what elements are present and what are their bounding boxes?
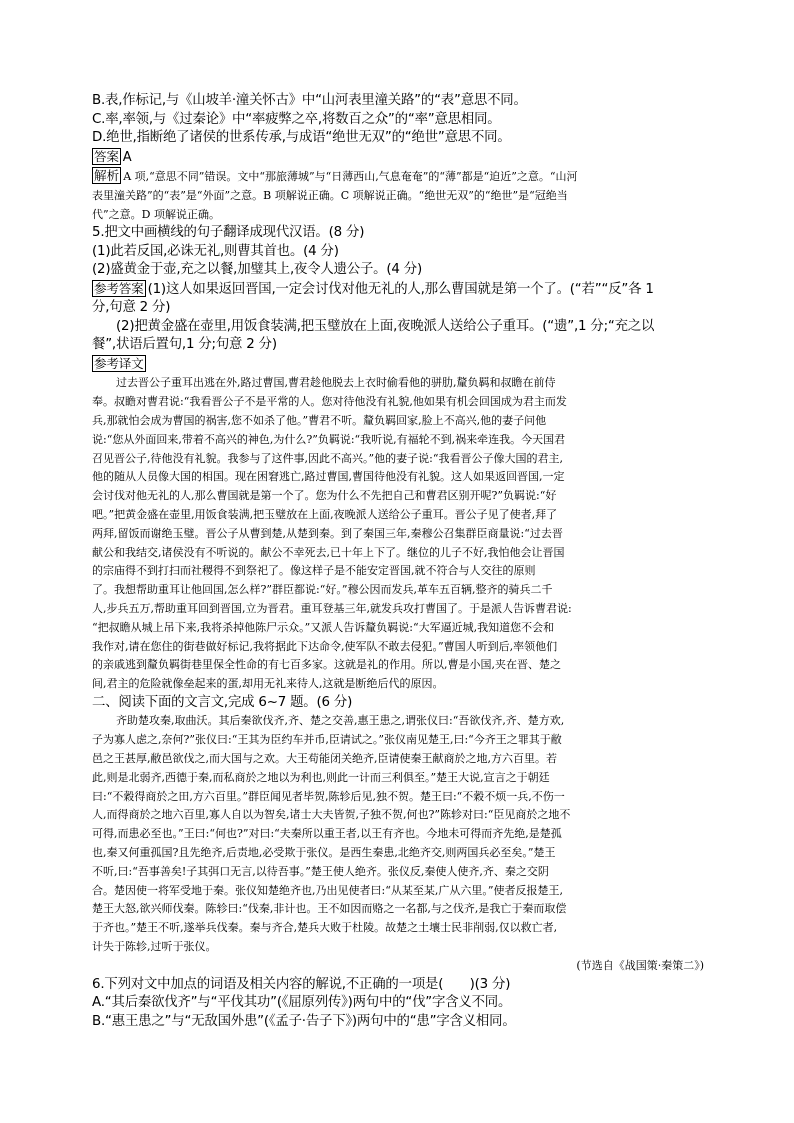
explain-line: 代”之意。D 项解说正确。 (92, 207, 220, 221)
passage-line: 楚王大怒,欲兴师伐秦。陈轸曰:“伐秦,非计也。王不如因而赂之一名都,与之伐齐,是我亡于秦而取偿 (92, 902, 567, 916)
passage-line: 也,秦又何重孤国?且先绝齐,后责地,必受欺于张仪。是西生秦患,北绝齐交,则两国兵必至矣。”楚王 (92, 846, 556, 860)
translation-line: 奉。叔瞻对曹君说:“我看晋公子不是平常的人。您对待他没有礼貌,他如果有机会回国成为君主而发 (92, 395, 567, 409)
passage-line: 人,而得商於之地六百里,寡人自以为智矣,诸士大夫皆贺,子独不贺,何也?”陈轸对曰:“臣见商於之地不 (92, 808, 571, 822)
ref-answer-1a: (1)这人如果返回晋国,一定会讨伐对他无礼的人,那么曹国就是第一个了。(“若”“反”各 1 (147, 281, 654, 297)
translation-line: 两拜,留饭而谢绝玉璧。晋公子从曹到楚,从楚到秦。到了秦国三年,秦穆公召集群臣商量说:“过去晋 (92, 526, 563, 540)
ref-translation-tag: 参考译文 (94, 355, 144, 371)
translation-line: 间,君主的危险就像垒起来的蛋,却用无礼来待人,这就是断绝后代的原因。 (92, 677, 444, 691)
translation-line: 的亲戚逃到釐负羁街巷里保全性命的有七百多家。这就是礼的作用。所以,曹是小国,夹在晋、楚之 (92, 658, 561, 672)
document-page (92, 92, 704, 1031)
passage-line: 曰:“不穀得商於之田,方六百里。”群臣闻见者毕贺,陈轸后见,独不贺。楚王曰:“不穀不烦一兵,不伤一 (92, 789, 565, 803)
explain-tag: 解析 (94, 168, 120, 183)
translation-line: 说:“您从外面回来,带着不高兴的神色,为什么?”负羁说:“我听说,有福轮不到,祸来牵连我。今天国君 (92, 432, 566, 446)
translation-line: 过去晋公子重耳出逃在外,路过曹国,曹君趁他脱去上衣时偷看他的骈肋,釐负羁和叔瞻在前侍 (116, 376, 556, 390)
passage-line: 子为寡人虑之,奈何?”张仪曰:“王其为臣约车并币,臣请试之。”张仪南见楚王,曰:“今齐王之罪其于敝 (92, 733, 562, 747)
question-6-option-b: B.“惠王患之”与“无敌国外患”(《孟子·告子下》)两句中的“患”字含义相同。 (92, 1013, 516, 1029)
ref-answer-1b: 分,句意 2 分) (92, 300, 171, 316)
ref-answer-2b: 餐”,状语后置句,1 分;句意 2 分) (92, 337, 277, 353)
passage-line: 于齐也。”楚王不听,遂举兵伐秦。秦与齐合,楚兵大败于杜陵。故楚之土壤士民非削弱,仅以救亡者, (92, 921, 558, 935)
passage-line: 邑之王甚厚,敝邑欲伐之,而大国与之欢。大王苟能闭关绝齐,臣请使秦王献商於之地,方六百里。若 (92, 752, 557, 766)
passage-line: 合。楚因使一将军受地于秦。张仪知楚绝齐也,乃出见使者曰:“从某至某,广从六里。”使者反报楚王, (92, 883, 563, 897)
translation-line: 他的随从人员像大国的相国。现在困窘逃亡,路过曹国,曹国待他没有礼貌。这人如果返回晋国,一定 (92, 470, 565, 484)
explain-line: A 项,“意思不同”错误。文中“那旅薄城”与“日薄西山,气息奄奄”的“薄”都是“迫近”之意。“山河 (123, 170, 578, 183)
explain-line: 表里潼关路”的“表”是“外面”之意。B 项解说正确。C 项解说正确。“绝世无双”的“绝世”是“冠绝当 (92, 188, 568, 202)
passage-line: 计失于陈轸,过听于张仪。 (92, 940, 217, 953)
passage-paragraph (92, 712, 704, 956)
ref-translation-heading (92, 355, 704, 375)
explanation (92, 167, 704, 224)
passage-source: (节选自《战国策·秦策二》) (576, 958, 704, 972)
answer-tag: 答案 (94, 148, 119, 164)
translation-line: 了。我想帮助重耳让他回国,怎么样?”群臣都说:“好。”穆公因而发兵,革车五百辆,整齐的骑兵二千 (92, 583, 553, 597)
translation-line: 会讨伐对他无礼的人,那么曹国就是第一个了。您为什么不先把自己和曹君区别开呢?”负羁说:“好 (92, 489, 557, 503)
option-c: C.率,率领,与《过秦论》中“率疲弊之卒,将数百之众”的“率”意思相同。 (92, 111, 501, 127)
question-6-option-a: A.“其后秦欲伐齐”与“平伐其功”(《屈原列传》)两句中的“伐”字含义不同。 (92, 995, 512, 1011)
question-5-item-2: (2)盛黄金于壶,充之以餐,加璧其上,夜令人遗公子。(4 分) (92, 262, 422, 278)
passage-line: 可得,而患必至也。”王曰:“何也?”对曰:“夫秦所以重王者,以王有齐也。今地未可得而齐先绝,是楚孤 (92, 827, 562, 841)
translation-line: 献公和我结交,诸侯没有不听说的。献公不幸死去,已十年上下了。继位的儿子不好,我怕他会让晋国 (92, 545, 565, 559)
translation-line: 我作对,请在您住的街巷做好标记,我将据此下达命令,使军队不敢去侵犯。”曹国人听到后,率领他们 (92, 639, 558, 653)
answer-value: A (122, 149, 132, 165)
question-6: 6.下列对文中加点的词语及相关内容的解说,不正确的一项是( )(3 分) (92, 976, 511, 992)
option-d: D.绝世,指断绝了诸侯的世系传承,与成语“绝世无双”的“绝世”意思不同。 (92, 130, 511, 145)
passage-line: 齐助楚攻秦,取曲沃。其后秦欲伐齐,齐、楚之交善,惠王患之,谓张仪曰:“吾欲伐齐,齐、楚方欢, (116, 714, 565, 728)
translation-line: 召见晋公子,待他没有礼貌。我参与了这件事,因此不高兴。”他的妻子说:“我看晋公子像大国的君主, (92, 451, 563, 465)
passage-line: 此,则是北弱齐,西德于秦,而私商於之地以为利也,则此一计而三利俱至。”楚王大说,宣言之于朝廷 (92, 770, 550, 784)
question-5-item-1: (1)此若反国,必诛无礼,则曹其首也。(4 分) (92, 243, 339, 259)
translation-line: “把叔瞻从城上吊下来,我将杀掉他陈尸示众。”又派人告诉釐负羁说:“大军逼近城,我知道您不会和 (92, 620, 555, 634)
translation-paragraph (92, 374, 704, 694)
translation-line: 人,步兵五万,帮助重耳回到晋国,立为晋君。重耳登基三年,就发兵攻打曹国了。于是派人告诉曹君说: (92, 601, 572, 615)
translation-line: 的宗庙得不到打扫而社稷得不到祭祀了。像这样子是不能安定晋国,就不符合与人交往的原则 (92, 564, 536, 578)
section-two-heading: 二、阅读下面的文言文,完成 6~7 题。(6 分) (92, 694, 353, 710)
translation-line: 兵,那就怕会成为曹国的祸害,您不如杀了他。”曹君不听。釐负羁回家,脸上不高兴,他的妻子问他 (92, 413, 547, 427)
ref-answer-tag: 参考答案 (94, 280, 144, 296)
ref-answer-line-1 (92, 280, 704, 300)
question-5-title: 5.把文中画横线的句子翻译成现代汉语。(8 分) (92, 225, 365, 241)
option-b: B.表,作标记,与《山坡羊·潼关怀古》中“山河表里潼关路”的“表”意思不同。 (92, 93, 527, 108)
ref-answer-2a: (2)把黄金盛在壶里,用饭食装满,把玉璧放在上面,夜晚派人送给公子重耳。(“遗”,1 分;“充之以 (116, 318, 655, 334)
answer-line (92, 148, 704, 168)
translation-line: 吧。”把黄金盛在壶里,用饭食装满,把玉璧放在上面,夜晚派人送给公子重耳。晋公子见了使者,拜了 (92, 507, 558, 521)
passage-line: 不听,曰:“吾事善矣!子其弭口无言,以待吾事。”楚王使人绝齐。张仪反,秦使人使齐,齐、秦之交阴 (92, 864, 549, 878)
